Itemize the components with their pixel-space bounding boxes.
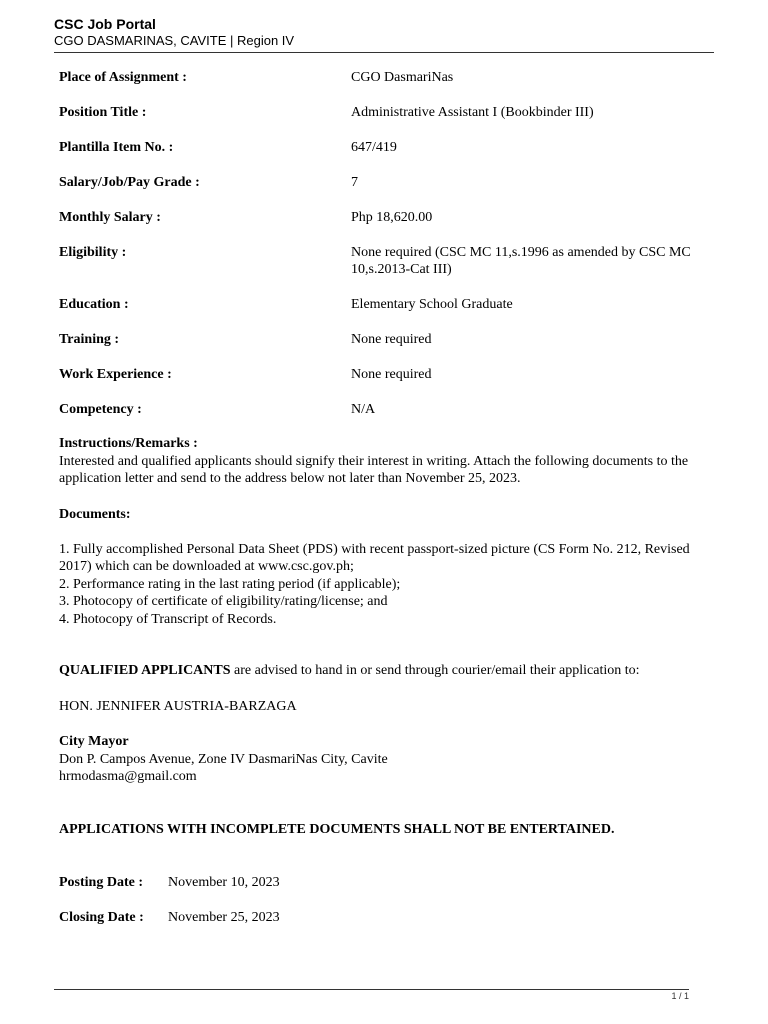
field-place-of-assignment [59,69,709,104]
field-label: Plantilla Item No. : [59,140,174,155]
documents-section [59,506,699,628]
field-value: None required [351,367,432,382]
field-label: Salary/Job/Pay Grade : [59,175,200,190]
document-item: 3. Photocopy of certificate of eligibility/rating/license; and [59,594,388,609]
instructions-text: Interested and qualified applicants should signify their interest in writing. Attach the following documents to the application letter and send to the address below not later than November 25, 2023. [59,453,689,486]
recipient-name: HON. JENNIFER AUSTRIA-BARZAGA [59,699,297,714]
instructions-section [59,435,699,488]
field-value: CGO DasmariNas [351,70,454,85]
field-competency [59,401,709,436]
field-education [59,296,709,331]
field-value: None required [351,332,432,347]
field-label: Place of Assignment : [59,70,187,85]
field-value: Administrative Assistant I (Bookbinder III) [351,105,594,120]
field-value: 647/419 [351,140,397,155]
field-value: Php 18,620.00 [351,210,433,225]
documents-heading: Documents: [59,507,131,522]
recipient-address: Don P. Campos Avenue, Zone IV DasmariNas City, Cavite [59,751,388,767]
closing-date-value: November 25, 2023 [168,910,280,925]
closing-date-label: Closing Date : [59,910,144,925]
instructions-heading: Instructions/Remarks : [59,436,198,451]
field-eligibility [59,244,709,296]
document-item: 2. Performance rating in the last rating period (if applicable); [59,576,401,592]
qualified-applicants-text [59,662,699,680]
field-label: Work Experience : [59,367,172,382]
page-number: 1 / 1 [671,991,689,1001]
field-monthly-salary [59,209,709,244]
office-subtitle: CGO DASMARINAS, CAVITE | Region IV [54,33,295,48]
field-value: N/A [351,402,376,417]
closing-date-row [59,909,280,926]
field-label: Education : [59,297,129,312]
recipient-block [59,733,699,786]
field-value: Elementary School Graduate [351,297,513,312]
field-work-experience [59,366,709,401]
document-item: 1. Fully accomplished Personal Data Sheet (PDS) with recent passport-sized picture (CS Form No. 212, Revised 2017) which can be downloaded at www.csc.gov.ph; [59,541,690,574]
footer-divider [54,989,689,990]
field-label: Position Title : [59,105,147,120]
field-label: Training : [59,332,120,347]
qualified-rest: are advised to hand in or send through courier/email their application to: [230,663,640,678]
posting-date-value: November 10, 2023 [168,875,280,890]
header-divider [54,52,714,53]
field-position-title [59,104,709,139]
recipient-position: City Mayor [59,734,129,749]
posting-date-label: Posting Date : [59,875,143,890]
field-training [59,331,709,366]
portal-title: CSC Job Portal [54,16,156,32]
field-value: None required (CSC MC 11,s.1996 as amended by CSC MC 10,s.2013-Cat III) [351,245,691,277]
field-salary-grade [59,174,709,209]
field-label: Monthly Salary : [59,210,161,225]
document-header [54,16,294,49]
job-details [59,69,709,436]
qualified-lead: QUALIFIED APPLICANTS [59,663,231,678]
field-value: 7 [351,175,358,190]
document-item: 4. Photocopy of Transcript of Records. [59,611,277,627]
incomplete-documents-notice: APPLICATIONS WITH INCOMPLETE DOCUMENTS SHALL NOT BE ENTERTAINED. [59,822,615,837]
posting-date-row [59,874,280,891]
recipient-email: hrmodasma@gmail.com [59,769,197,784]
field-label: Eligibility : [59,245,127,260]
field-label: Competency : [59,402,142,417]
field-plantilla-item [59,139,709,174]
